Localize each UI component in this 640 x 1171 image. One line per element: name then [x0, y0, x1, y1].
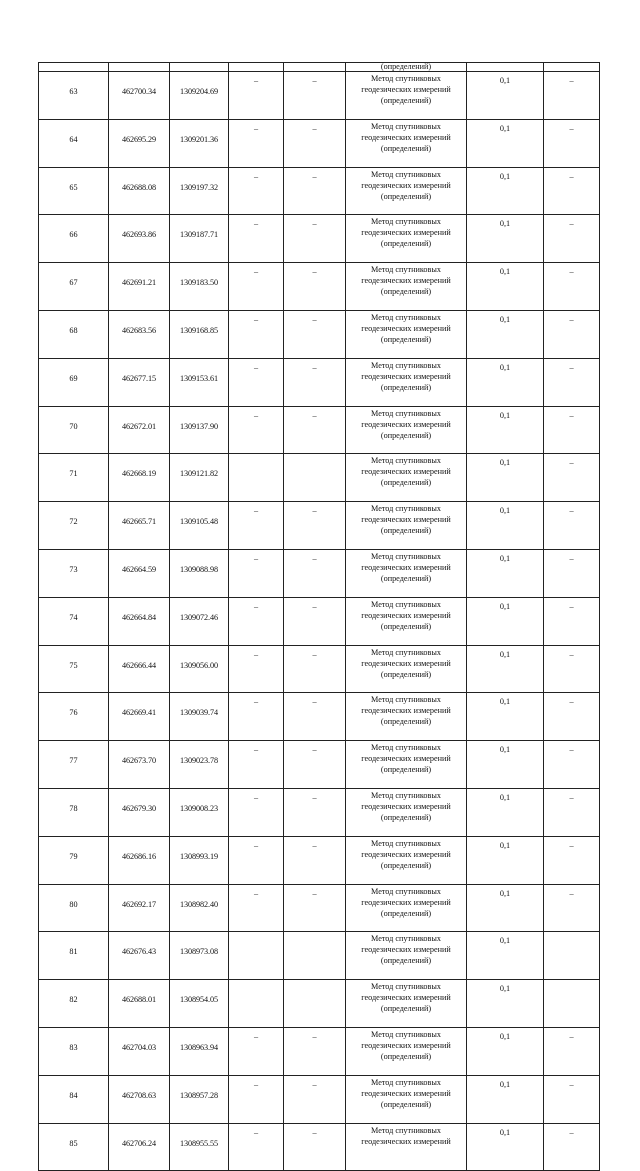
cell-empty: [544, 63, 600, 72]
coord-y: 1308993.19: [170, 836, 229, 884]
method-cell: [346, 788, 467, 836]
cell-col5: –: [284, 215, 346, 263]
table-row: [39, 884, 600, 932]
accuracy-value: 0,1: [467, 215, 544, 263]
accuracy-value: 0,1: [467, 549, 544, 597]
method-cell: [346, 549, 467, 597]
coord-y: 1309121.82: [170, 454, 229, 502]
table-row: [39, 741, 600, 789]
method-cell: [346, 215, 467, 263]
method-line: геодезических измерений: [361, 706, 451, 716]
cell-col5: –: [284, 1075, 346, 1123]
coord-y: 1309201.36: [170, 119, 229, 167]
method-line: Метод спутниковых: [371, 408, 441, 418]
point-number: 77: [39, 741, 109, 789]
coord-x: 462693.86: [109, 215, 170, 263]
point-number: 80: [39, 884, 109, 932]
coord-x: 462665.71: [109, 502, 170, 550]
coord-y: 1309023.78: [170, 741, 229, 789]
method-line: (определений): [380, 143, 432, 153]
cell-empty: [284, 63, 346, 72]
accuracy-value: 0,1: [467, 406, 544, 454]
point-number: 65: [39, 167, 109, 215]
method-line: (определений): [380, 1099, 432, 1109]
cell-col5: –: [284, 1123, 346, 1171]
method-cell-tail: (определений): [346, 63, 467, 72]
method-cell: [346, 119, 467, 167]
coord-x: 462692.17: [109, 884, 170, 932]
accuracy-value: 0,1: [467, 1027, 544, 1075]
cell-col4: –: [229, 358, 284, 406]
method-cell: [346, 1027, 467, 1075]
coord-x: 462677.15: [109, 358, 170, 406]
accuracy-value: 0,1: [467, 1075, 544, 1123]
cell-col5: –: [284, 1027, 346, 1075]
method-cell: [346, 932, 467, 980]
cell-col4: –: [229, 884, 284, 932]
cell-col8: [544, 932, 600, 980]
method-cell: [346, 1123, 467, 1171]
method-line: Метод спутниковых: [371, 1125, 441, 1135]
method-line: геодезических измерений: [361, 85, 451, 94]
coord-y: 1308955.55: [170, 1123, 229, 1171]
cell-col4: –: [229, 1027, 284, 1075]
cell-col8: –: [544, 358, 600, 406]
cell-col8: –: [544, 836, 600, 884]
method-line: Метод спутниковых: [371, 838, 441, 848]
cell-col4: [229, 980, 284, 1028]
table-row: [39, 502, 600, 550]
method-line: Метод спутниковых: [371, 1029, 441, 1039]
coord-y: 1308973.08: [170, 932, 229, 980]
method-cell: [346, 980, 467, 1028]
cell-col8: –: [544, 1075, 600, 1123]
point-number: 82: [39, 980, 109, 1028]
coord-x: 462668.19: [109, 454, 170, 502]
cell-col5: –: [284, 549, 346, 597]
method-line: Метод спутниковых: [371, 647, 441, 657]
coord-y: 1308982.40: [170, 884, 229, 932]
accuracy-value: 0,1: [467, 263, 544, 311]
cell-col8: –: [544, 1027, 600, 1075]
coord-y: 1309056.00: [170, 645, 229, 693]
accuracy-value: 0,1: [467, 980, 544, 1028]
method-line: (определений): [380, 717, 432, 727]
cell-col5: –: [284, 693, 346, 741]
method-line: геодезических измерений: [361, 132, 451, 142]
cell-col8: –: [544, 72, 600, 120]
cell-col4: –: [229, 645, 284, 693]
coord-y: 1309153.61: [170, 358, 229, 406]
method-line: (определений): [380, 812, 432, 822]
method-line: Метод спутниковых: [371, 790, 441, 800]
method-line: геодезических измерений: [361, 180, 451, 190]
method-line: Метод спутниковых: [371, 886, 441, 896]
cell-empty: [170, 63, 229, 72]
coord-y: 1309072.46: [170, 597, 229, 645]
table-row: [39, 1075, 600, 1123]
cell-col8: –: [544, 167, 600, 215]
method-line: (определений): [380, 908, 432, 918]
method-cell: [346, 645, 467, 693]
cell-col5: –: [284, 263, 346, 311]
method-cell: [346, 597, 467, 645]
method-line: геодезических измерений: [361, 515, 451, 525]
coord-y: 1309168.85: [170, 310, 229, 358]
cell-col8: –: [544, 263, 600, 311]
coord-x: 462664.84: [109, 597, 170, 645]
method-line: (определений): [380, 96, 432, 105]
cell-col4: –: [229, 549, 284, 597]
accuracy-value: 0,1: [467, 358, 544, 406]
point-number: 67: [39, 263, 109, 311]
table-row: [39, 645, 600, 693]
cell-col4: –: [229, 1123, 284, 1171]
table-row: [39, 310, 600, 358]
accuracy-value: 0,1: [467, 167, 544, 215]
method-line: Метод спутниковых: [371, 982, 441, 992]
method-line: (определений): [380, 956, 432, 966]
method-cell: [346, 167, 467, 215]
coord-x: 462666.44: [109, 645, 170, 693]
cell-col8: –: [544, 215, 600, 263]
cell-empty: [39, 63, 109, 72]
coord-x: 462683.56: [109, 310, 170, 358]
point-number: 68: [39, 310, 109, 358]
cell-col8: –: [544, 693, 600, 741]
method-cell: [346, 454, 467, 502]
method-line: Метод спутниковых: [371, 934, 441, 944]
accuracy-value: 0,1: [467, 119, 544, 167]
coord-y: 1308954.05: [170, 980, 229, 1028]
cell-col8: –: [544, 310, 600, 358]
cell-col8: –: [544, 741, 600, 789]
point-number: 78: [39, 788, 109, 836]
cell-col4: –: [229, 72, 284, 120]
method-line: геодезических измерений: [361, 945, 451, 955]
point-number: 66: [39, 215, 109, 263]
method-line: (определений): [380, 430, 432, 440]
cell-col5: –: [284, 358, 346, 406]
coord-x: 462708.63: [109, 1075, 170, 1123]
point-number: 63: [39, 72, 109, 120]
cell-col8: –: [544, 597, 600, 645]
table-row: [39, 788, 600, 836]
method-cell: [346, 72, 467, 120]
point-number: 70: [39, 406, 109, 454]
method-cell: [346, 502, 467, 550]
cell-col4: –: [229, 167, 284, 215]
method-cell: [346, 741, 467, 789]
accuracy-value: 0,1: [467, 502, 544, 550]
table-row: [39, 597, 600, 645]
coord-y: 1309008.23: [170, 788, 229, 836]
accuracy-value: 0,1: [467, 310, 544, 358]
accuracy-value: 0,1: [467, 932, 544, 980]
cell-col8: –: [544, 1123, 600, 1171]
method-line: (определений): [380, 860, 432, 870]
cell-col5: [284, 454, 346, 502]
method-line: Метод спутниковых: [371, 743, 441, 753]
method-cell: [346, 310, 467, 358]
cell-col5: –: [284, 119, 346, 167]
point-number: 71: [39, 454, 109, 502]
method-line: Метод спутниковых: [371, 121, 441, 131]
cell-empty: [467, 63, 544, 72]
accuracy-value: 0,1: [467, 645, 544, 693]
cell-col8: –: [544, 884, 600, 932]
coord-y: 1309187.71: [170, 215, 229, 263]
coord-y: 1309137.90: [170, 406, 229, 454]
cell-col5: –: [284, 645, 346, 693]
table-row: [39, 215, 600, 263]
cell-col5: –: [284, 72, 346, 120]
method-line: геодезических измерений: [361, 371, 451, 381]
method-line: (определений): [380, 382, 432, 392]
method-line: Метод спутниковых: [371, 504, 441, 514]
method-line: Метод спутниковых: [371, 551, 441, 561]
method-line: Метод спутниковых: [371, 599, 441, 609]
method-line: геодезических измерений: [361, 467, 451, 477]
coord-x: 462688.01: [109, 980, 170, 1028]
table-row: [39, 72, 600, 120]
cell-col8: –: [544, 119, 600, 167]
cell-col5: [284, 980, 346, 1028]
method-cell: [346, 884, 467, 932]
point-number: 76: [39, 693, 109, 741]
accuracy-value: 0,1: [467, 1123, 544, 1171]
table-row: [39, 836, 600, 884]
cell-col5: –: [284, 597, 346, 645]
cell-col4: –: [229, 119, 284, 167]
point-number: 83: [39, 1027, 109, 1075]
cell-col4: –: [229, 1075, 284, 1123]
method-cell: [346, 263, 467, 311]
method-line: Метод спутниковых: [371, 456, 441, 466]
cell-col4: –: [229, 836, 284, 884]
table-row: [39, 167, 600, 215]
cell-col4: –: [229, 597, 284, 645]
table-row: [39, 549, 600, 597]
coord-x: 462688.08: [109, 167, 170, 215]
method-line: геодезических измерений: [361, 419, 451, 429]
method-cell: [346, 836, 467, 884]
cell-col8: –: [544, 788, 600, 836]
coord-y: 1308957.28: [170, 1075, 229, 1123]
coordinates-table: [38, 62, 600, 1171]
cell-col4: –: [229, 788, 284, 836]
cell-col5: –: [284, 406, 346, 454]
table-row: [39, 932, 600, 980]
coord-x: 462706.24: [109, 1123, 170, 1171]
cell-col4: –: [229, 741, 284, 789]
cell-col5: –: [284, 502, 346, 550]
point-number: 64: [39, 119, 109, 167]
method-line: геодезических измерений: [361, 993, 451, 1003]
method-line: Метод спутниковых: [371, 1077, 441, 1087]
table-row: [39, 358, 600, 406]
cell-col5: –: [284, 310, 346, 358]
coord-x: 462700.34: [109, 72, 170, 120]
method-line: (определений): [380, 239, 432, 249]
method-line: геодезических измерений: [361, 754, 451, 764]
method-line: (определений): [380, 191, 432, 201]
accuracy-value: 0,1: [467, 72, 544, 120]
method-line: Метод спутниковых: [371, 265, 441, 275]
table-row: [39, 454, 600, 502]
cell-col4: [229, 932, 284, 980]
accuracy-value: 0,1: [467, 788, 544, 836]
coord-x: 462695.29: [109, 119, 170, 167]
point-number: 75: [39, 645, 109, 693]
table-row: [39, 119, 600, 167]
method-line: геодезических измерений: [361, 1088, 451, 1098]
point-number: 85: [39, 1123, 109, 1171]
coord-x: 462691.21: [109, 263, 170, 311]
method-cell: [346, 1075, 467, 1123]
method-line: Метод спутниковых: [371, 74, 441, 83]
coord-x: 462673.70: [109, 741, 170, 789]
method-line: (определений): [380, 478, 432, 488]
method-line: геодезических измерений: [361, 562, 451, 572]
method-line: геодезических измерений: [361, 1040, 451, 1050]
method-line: Метод спутниковых: [371, 217, 441, 227]
cell-col5: –: [284, 167, 346, 215]
table-row: [39, 1027, 600, 1075]
coord-x: 462686.16: [109, 836, 170, 884]
cell-col4: –: [229, 263, 284, 311]
cell-col5: –: [284, 741, 346, 789]
cell-col8: [544, 980, 600, 1028]
coord-x: 462676.43: [109, 932, 170, 980]
method-line: (определений): [380, 573, 432, 583]
table-row: [39, 980, 600, 1028]
method-cell: [346, 406, 467, 454]
cell-col4: –: [229, 406, 284, 454]
cell-col8: –: [544, 454, 600, 502]
cell-col4: –: [229, 502, 284, 550]
method-cell: [346, 358, 467, 406]
method-line: геодезических измерений: [361, 849, 451, 859]
coord-y: 1309039.74: [170, 693, 229, 741]
cell-col5: –: [284, 836, 346, 884]
cell-col8: –: [544, 549, 600, 597]
cell-col5: –: [284, 884, 346, 932]
method-line: геодезических измерений: [361, 1136, 451, 1146]
method-line: Метод спутниковых: [371, 695, 441, 705]
method-line: (определений): [380, 526, 432, 536]
method-line: геодезических измерений: [361, 610, 451, 620]
method-line: (определений): [380, 287, 432, 297]
method-line: геодезических измерений: [361, 276, 451, 286]
coord-y: 1309088.98: [170, 549, 229, 597]
coord-y: 1309197.32: [170, 167, 229, 215]
method-line: геодезических измерений: [361, 801, 451, 811]
accuracy-value: 0,1: [467, 884, 544, 932]
point-number: 72: [39, 502, 109, 550]
coord-x: 462672.01: [109, 406, 170, 454]
point-number: 84: [39, 1075, 109, 1123]
cell-col8: –: [544, 406, 600, 454]
cell-col4: [229, 454, 284, 502]
point-number: 74: [39, 597, 109, 645]
coord-x: 462669.41: [109, 693, 170, 741]
table-row: [39, 263, 600, 311]
method-line: (определений): [380, 669, 432, 679]
cell-col8: –: [544, 502, 600, 550]
method-line: Метод спутниковых: [371, 360, 441, 370]
method-line: Метод спутниковых: [371, 169, 441, 179]
accuracy-value: 0,1: [467, 454, 544, 502]
method-line: геодезических измерений: [361, 658, 451, 668]
method-line: (определений): [380, 334, 432, 344]
cell-col8: –: [544, 645, 600, 693]
accuracy-value: 0,1: [467, 693, 544, 741]
cell-empty: [109, 63, 170, 72]
table-row: [39, 1123, 600, 1171]
coord-y: 1308963.94: [170, 1027, 229, 1075]
point-number: 69: [39, 358, 109, 406]
coord-x: 462704.03: [109, 1027, 170, 1075]
cell-col5: [284, 932, 346, 980]
cell-col4: –: [229, 693, 284, 741]
cell-empty: [229, 63, 284, 72]
method-cell: [346, 693, 467, 741]
coord-y: 1309204.69: [170, 72, 229, 120]
method-line: Метод спутниковых: [371, 312, 441, 322]
coord-x: 462679.30: [109, 788, 170, 836]
method-line: геодезических измерений: [361, 897, 451, 907]
cell-col5: –: [284, 788, 346, 836]
method-line: (определений): [380, 765, 432, 775]
method-line: геодезических измерений: [361, 323, 451, 333]
cell-col4: –: [229, 215, 284, 263]
table-row: [39, 406, 600, 454]
accuracy-value: 0,1: [467, 741, 544, 789]
coord-y: 1309183.50: [170, 263, 229, 311]
method-line: геодезических измерений: [361, 228, 451, 238]
table-row-continued: [39, 63, 600, 72]
point-number: 81: [39, 932, 109, 980]
point-number: 79: [39, 836, 109, 884]
point-number: 73: [39, 549, 109, 597]
coord-y: 1309105.48: [170, 502, 229, 550]
method-line: (определений): [380, 1051, 432, 1061]
accuracy-value: 0,1: [467, 836, 544, 884]
table-row: [39, 693, 600, 741]
coord-x: 462664.59: [109, 549, 170, 597]
cell-col4: –: [229, 310, 284, 358]
accuracy-value: 0,1: [467, 597, 544, 645]
method-line: (определений): [380, 1004, 432, 1014]
method-line: (определений): [380, 621, 432, 631]
